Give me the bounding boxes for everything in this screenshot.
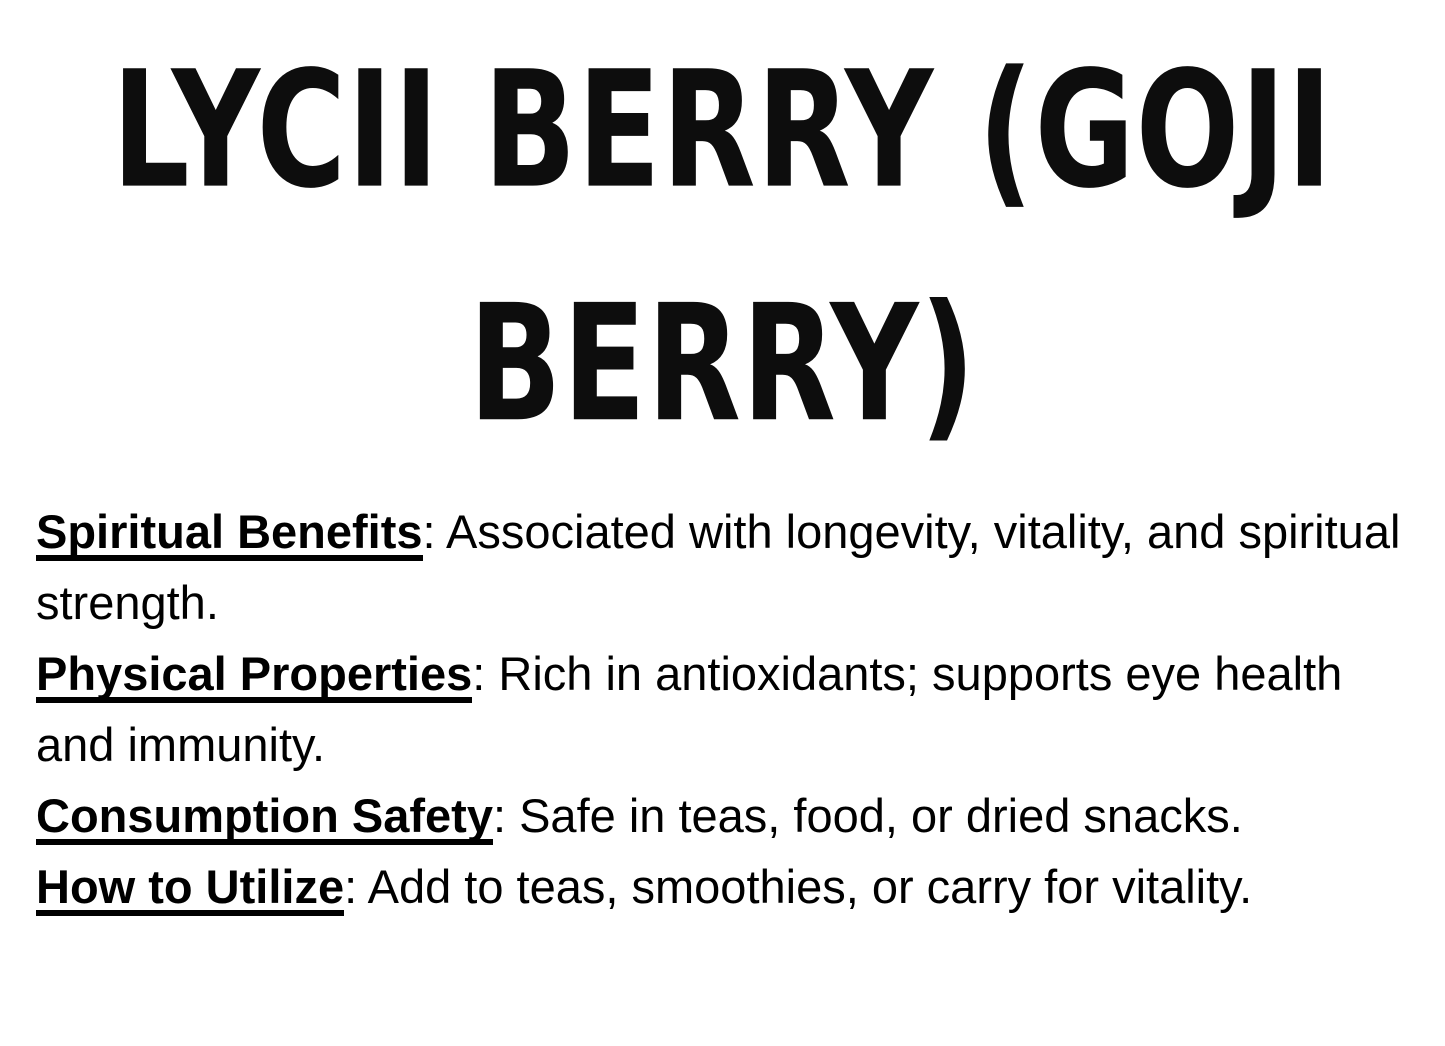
entry-how-to-utilize: [36, 851, 1409, 922]
page-title-line-2: BERRY): [468, 269, 977, 458]
entry-text: : Safe in teas, food, or dried snacks.: [492, 788, 1243, 842]
entry-label: How to Utilize: [36, 863, 344, 916]
page-title: [0, 14, 1445, 481]
entry-consumption-safety: [36, 780, 1409, 851]
entry-label: Spiritual Benefits: [36, 508, 423, 561]
document-page: [0, 14, 1445, 1046]
entry-text: : Add to teas, smoothies, or carry for vitality.: [344, 859, 1253, 913]
entry-text: : Rich in antioxidants; supports eye health and immunity.: [36, 646, 1343, 771]
page-title-line-1: LYCII BERRY (GOJI: [111, 36, 1334, 224]
entry-label: Consumption Safety: [36, 792, 493, 845]
document-body: [0, 496, 1445, 922]
entry-physical-properties: [36, 638, 1409, 780]
entry-text: : Associated with longevity, vitality, and spiritual strength.: [36, 504, 1401, 629]
entry-spiritual-benefits: [36, 496, 1409, 638]
entry-label: Physical Properties: [36, 650, 472, 703]
